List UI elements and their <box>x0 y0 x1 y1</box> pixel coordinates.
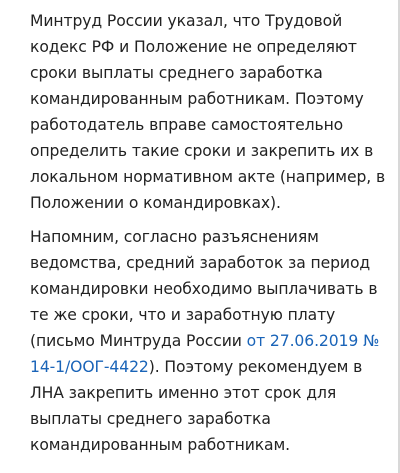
text-line: Минтруд России указал, что Трудовой <box>30 12 343 30</box>
text-line: командировки необходимо выплачивать в <box>30 280 378 298</box>
text-line: ведомства, средний заработок за период <box>30 254 371 272</box>
article-paragraph-2 <box>30 224 394 458</box>
text-line: выплаты среднего заработка <box>30 410 271 428</box>
text-fragment: (письмо Минтруда России <box>30 332 247 350</box>
letter-reference-link-continued[interactable]: 14-1/ООГ-4422 <box>30 358 149 376</box>
text-line: сроки выплаты среднего заработка <box>30 64 323 82</box>
article-paragraph-1 <box>30 8 394 216</box>
text-line: кодекс РФ и Положение не определяют <box>30 38 357 56</box>
text-line: определить такие сроки и закрепить их в <box>30 142 374 160</box>
text-line: командированным работникам. <box>30 436 291 454</box>
text-line: работодатель вправе самостоятельно <box>30 116 344 134</box>
text-line: те же сроки, что и заработную плату <box>30 306 336 324</box>
text-line: ЛНА закрепить именно этот срок для <box>30 384 337 402</box>
letter-reference-link[interactable]: от 27.06.2019 № <box>246 332 380 350</box>
text-line: локальном нормативном акте (например, в <box>30 168 386 186</box>
text-line: Напомним, согласно разъяснениям <box>30 228 319 246</box>
text-line-with-link <box>30 354 394 380</box>
text-line-with-link <box>30 328 394 354</box>
text-fragment: ). Поэтому рекомендуем в <box>148 358 363 376</box>
text-line: командированным работникам. Поэтому <box>30 90 364 108</box>
text-line: Положении о командировках). <box>30 194 281 212</box>
